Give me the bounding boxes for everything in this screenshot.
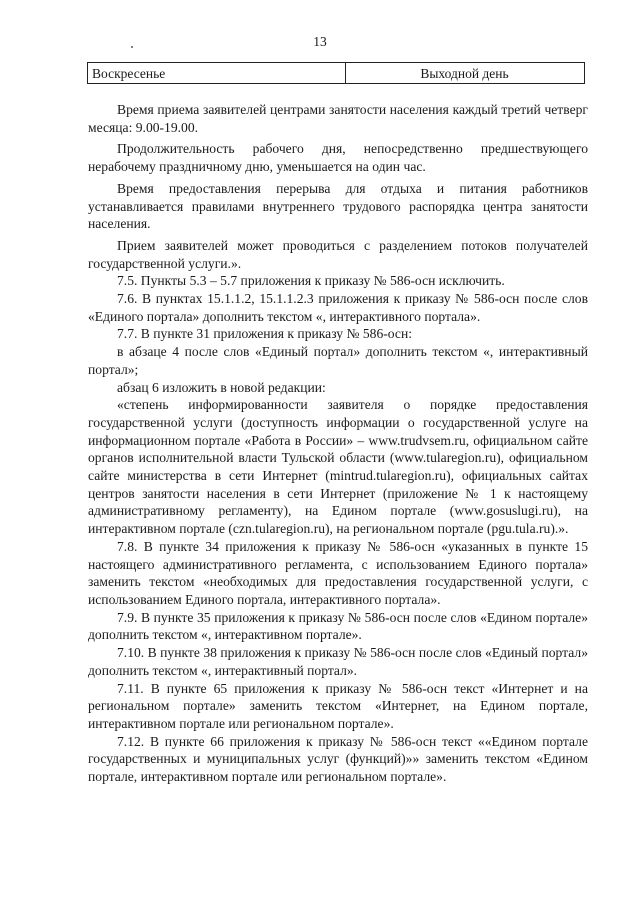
paragraph-new-wording: «степень информированности заявителя о порядке предоставления государственной услуги (доступность информации о государственной услуге на информационном портале «Работа в России» – www.trudvsem.ru, официальном сайте органов исполнительной власти Тульской области (www.tularegion.ru), официальном сайте министерства в сети Интернет (mintrud.tularegion.ru), официальных сайтах центров занятости населения в сети Интернет (приложение № 1 к настоящему административному регламенту), на Едином портале (www.gosuslugi.ru), на интерактивном портале (czn.tularegion.ru), на региональном портале (pgu.tula.ru).».: [88, 397, 588, 537]
paragraph-7-9: 7.9. В пункте 35 приложения к приказу № 586-осн после слов «Едином портале» дополнить текстом «, интерактивном портале».: [88, 609, 588, 643]
paragraph-7-7: 7.7. В пункте 31 приложения к приказу № 586-осн:: [117, 326, 412, 342]
paragraph-7-12: 7.12. В пункте 66 приложения к приказу № 586-осн текст ««Едином портале государственных и муниципальных услуг (функций)»» заменить текстом «Едином портале, интерактивном портале или региональном портале».: [88, 733, 588, 785]
paragraph-reception-time: Время приема заявителей центрами занятости населения каждый третий четверг месяца: 9.00-19.00.: [88, 102, 588, 135]
table-cell-day: Воскресенье: [88, 63, 346, 84]
scan-speck: [131, 46, 133, 48]
paragraph-reception-flows: Прием заявителей может проводиться с разделением потоков получателей государственной услуги.».: [88, 237, 588, 271]
table-row: [88, 63, 585, 84]
schedule-table: [87, 62, 585, 84]
paragraph-break-time: Время предоставления перерыва для отдыха и питания работников устанавливается правилами внутреннего трудового распорядка центра занятости населения.: [88, 180, 588, 232]
paragraph-7-5: 7.5. Пункты 5.3 – 5.7 приложения к приказу № 586-осн исключить.: [117, 273, 505, 289]
paragraph-7-10: 7.10. В пункте 38 приложения к приказу № 586-осн после слов «Единый портал» дополнить текстом «, интерактивный портал».: [88, 645, 588, 678]
paragraph-abzac-4: в абзаце 4 после слов «Единый портал» дополнить текстом «, интерактивный портал»;: [88, 344, 588, 377]
paragraph-7-11: 7.11. В пункте 65 приложения к приказу № 586-осн текст «Интернет и на региональном портале» заменить текстом «Интернет, на Едином портале, интерактивном портале или региональном портале».: [88, 680, 588, 731]
paragraph-7-8: 7.8. В пункте 34 приложения к приказу № 586-осн «указанных в пункте 15 настоящего административного регламента, с использованием Единого портала» заменить текстом «необходимых для предоставления государственной услуги, с использованием Единого портала, интерактивного портала».: [88, 538, 588, 607]
page-number: 13: [313, 34, 327, 49]
table-cell-value: Выходной день: [346, 63, 585, 84]
paragraph-working-day: Продолжительность рабочего дня, непосредственно предшествующего нерабочему праздничному дню, уменьшается на один час.: [88, 141, 588, 175]
document-body: [88, 101, 588, 786]
paragraph-7-6: 7.6. В пунктах 15.1.1.2, 15.1.1.2.3 приложения к приказу № 586-осн после слов «Единого портала» дополнить текстом «, интерактивного портала».: [88, 291, 588, 324]
paragraph-abzac-6: абзац 6 изложить в новой редакции:: [117, 379, 326, 395]
